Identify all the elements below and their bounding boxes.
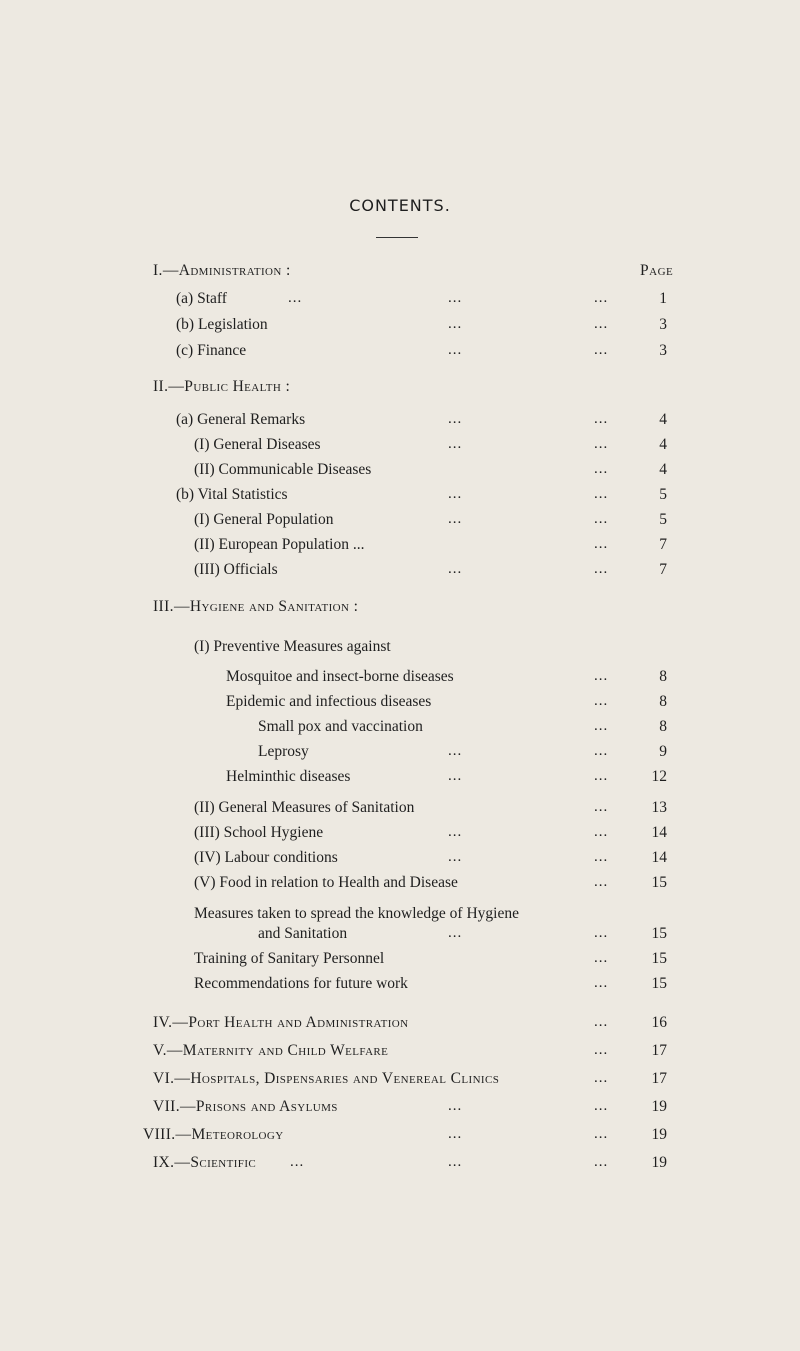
leader-dots: ... [594, 436, 609, 452]
section-heading-administration: I.—Administration : [153, 262, 291, 279]
toc-entry-page: 4 [659, 461, 667, 478]
toc-entry-page: 5 [659, 511, 667, 528]
toc-entry-page: 19 [651, 1126, 667, 1143]
leader-dots: ... [594, 668, 609, 684]
toc-entry-page: 8 [659, 668, 667, 685]
leader-dots: ... [594, 743, 609, 759]
toc-entry-page: 16 [651, 1014, 667, 1031]
leader-dots: ... [448, 768, 463, 784]
leader-dots: ... [594, 1126, 609, 1142]
toc-entry-page: 14 [651, 824, 667, 841]
toc-entry-label: (II) General Measures of Sanitation [194, 799, 415, 816]
toc-entry-page: 15 [651, 975, 667, 992]
leader-dots: ... [448, 436, 463, 452]
toc-entry-label: (I) General Population [194, 511, 334, 528]
leader-dots: ... [594, 411, 609, 427]
toc-entry-page: 1 [659, 290, 667, 307]
toc-entry-page: 7 [659, 561, 667, 578]
leader-dots: ... [448, 743, 463, 759]
leader-dots: ... [448, 342, 463, 358]
section-heading-hospitals: VI.—Hospitals, Dispensaries and Venereal Clinics [153, 1070, 500, 1087]
toc-entry-page: 19 [651, 1154, 667, 1171]
leader-dots: ... [594, 290, 609, 306]
toc-entry-page: 8 [659, 718, 667, 735]
toc-entry-page: 9 [659, 743, 667, 760]
toc-entry-label: Small pox and vaccination [258, 718, 423, 735]
toc-entry-label: (III) Officials [194, 561, 278, 578]
toc-entry-page: 8 [659, 693, 667, 710]
leader-dots: ... [594, 486, 609, 502]
leader-dots: ... [594, 461, 609, 477]
toc-entry-page: 15 [651, 950, 667, 967]
toc-entry-label: Helminthic diseases [226, 768, 351, 785]
toc-entry-label: Recommendations for future work [194, 975, 408, 992]
leader-dots: ... [594, 1014, 609, 1030]
leader-dots: ... [448, 925, 463, 941]
leader-dots: ... [594, 799, 609, 815]
toc-entry-page: 15 [651, 925, 667, 942]
leader-dots: ... [448, 486, 463, 502]
toc-entry-label: (b) Vital Statistics [176, 486, 288, 503]
leader-dots: ... [290, 1154, 305, 1170]
section-heading-scientific: IX.—Scientific [153, 1154, 257, 1171]
toc-entry-page: 4 [659, 436, 667, 453]
toc-entry-page: 14 [651, 849, 667, 866]
toc-entry-label: Epidemic and infectious diseases [226, 693, 432, 710]
toc-entry-page: 15 [651, 874, 667, 891]
toc-entry-label: Training of Sanitary Personnel [194, 950, 385, 967]
section-heading-meteorology: VIII.—Meteorology [143, 1126, 284, 1143]
leader-dots: ... [594, 824, 609, 840]
toc-entry-label: (II) European Population ... [194, 536, 365, 553]
toc-entry-label: (b) Legislation [176, 316, 268, 333]
toc-entry-label: (V) Food in relation to Health and Disease [194, 874, 458, 891]
toc-entry-label: (II) Communicable Diseases [194, 461, 372, 478]
toc-entry-label: and Sanitation [258, 925, 348, 942]
toc-entry-page: 13 [651, 799, 667, 816]
toc-entry-page: 12 [651, 768, 667, 785]
section-heading-prisons: VII.—Prisons and Asylums [153, 1098, 338, 1115]
toc-entry-page: 19 [651, 1098, 667, 1115]
leader-dots: ... [288, 290, 303, 306]
toc-entry-label: (I) General Diseases [194, 436, 321, 453]
page-column-header: Page [640, 262, 674, 279]
toc-entry-label: (III) School Hygiene [194, 824, 324, 841]
leader-dots: ... [594, 342, 609, 358]
toc-entry-label: (I) Preventive Measures against [194, 638, 391, 655]
leader-dots: ... [448, 824, 463, 840]
section-heading-public-health: II.—Public Health : [153, 378, 291, 395]
leader-dots: ... [448, 1126, 463, 1142]
toc-entry-page: 3 [659, 342, 667, 359]
toc-entry-label: (c) Finance [176, 342, 247, 359]
leader-dots: ... [594, 1042, 609, 1058]
leader-dots: ... [594, 511, 609, 527]
toc-entry-page: 4 [659, 411, 667, 428]
leader-dots: ... [594, 561, 609, 577]
leader-dots: ... [594, 975, 609, 991]
toc-entry-label: (IV) Labour conditions [194, 849, 338, 866]
leader-dots: ... [594, 849, 609, 865]
leader-dots: ... [594, 1098, 609, 1114]
leader-dots: ... [448, 511, 463, 527]
leader-dots: ... [594, 1154, 609, 1170]
toc-entry-label: Measures taken to spread the knowledge of Hygiene [194, 905, 519, 922]
leader-dots: ... [594, 925, 609, 941]
section-heading-maternity: V.—Maternity and Child Welfare [153, 1042, 389, 1059]
toc-entry-page: 7 [659, 536, 667, 553]
page-title: CONTENTS. [349, 196, 451, 215]
toc-entry-label: Mosquitoe and insect-borne diseases [226, 668, 454, 685]
section-heading-port-health: IV.—Port Health and Administration [153, 1014, 409, 1031]
toc-entry-page: 17 [651, 1070, 667, 1087]
leader-dots: ... [594, 316, 609, 332]
title-rule [376, 237, 418, 238]
leader-dots: ... [594, 718, 609, 734]
toc-entry-label: (a) Staff [176, 290, 227, 307]
leader-dots: ... [594, 1070, 609, 1086]
toc-entry-label: (a) General Remarks [176, 411, 306, 428]
toc-entry-page: 3 [659, 316, 667, 333]
section-heading-hygiene-sanitation: III.—Hygiene and Sanitation : [153, 598, 359, 615]
toc-entry-page: 5 [659, 486, 667, 503]
leader-dots: ... [448, 290, 463, 306]
leader-dots: ... [448, 1154, 463, 1170]
leader-dots: ... [594, 950, 609, 966]
leader-dots: ... [448, 316, 463, 332]
leader-dots: ... [594, 693, 609, 709]
leader-dots: ... [448, 411, 463, 427]
toc-entry-page: 17 [651, 1042, 667, 1059]
toc-entry-label: Leprosy [258, 743, 309, 760]
leader-dots: ... [448, 849, 463, 865]
leader-dots: ... [594, 536, 609, 552]
leader-dots: ... [448, 561, 463, 577]
leader-dots: ... [594, 768, 609, 784]
leader-dots: ... [594, 874, 609, 890]
leader-dots: ... [448, 1098, 463, 1114]
